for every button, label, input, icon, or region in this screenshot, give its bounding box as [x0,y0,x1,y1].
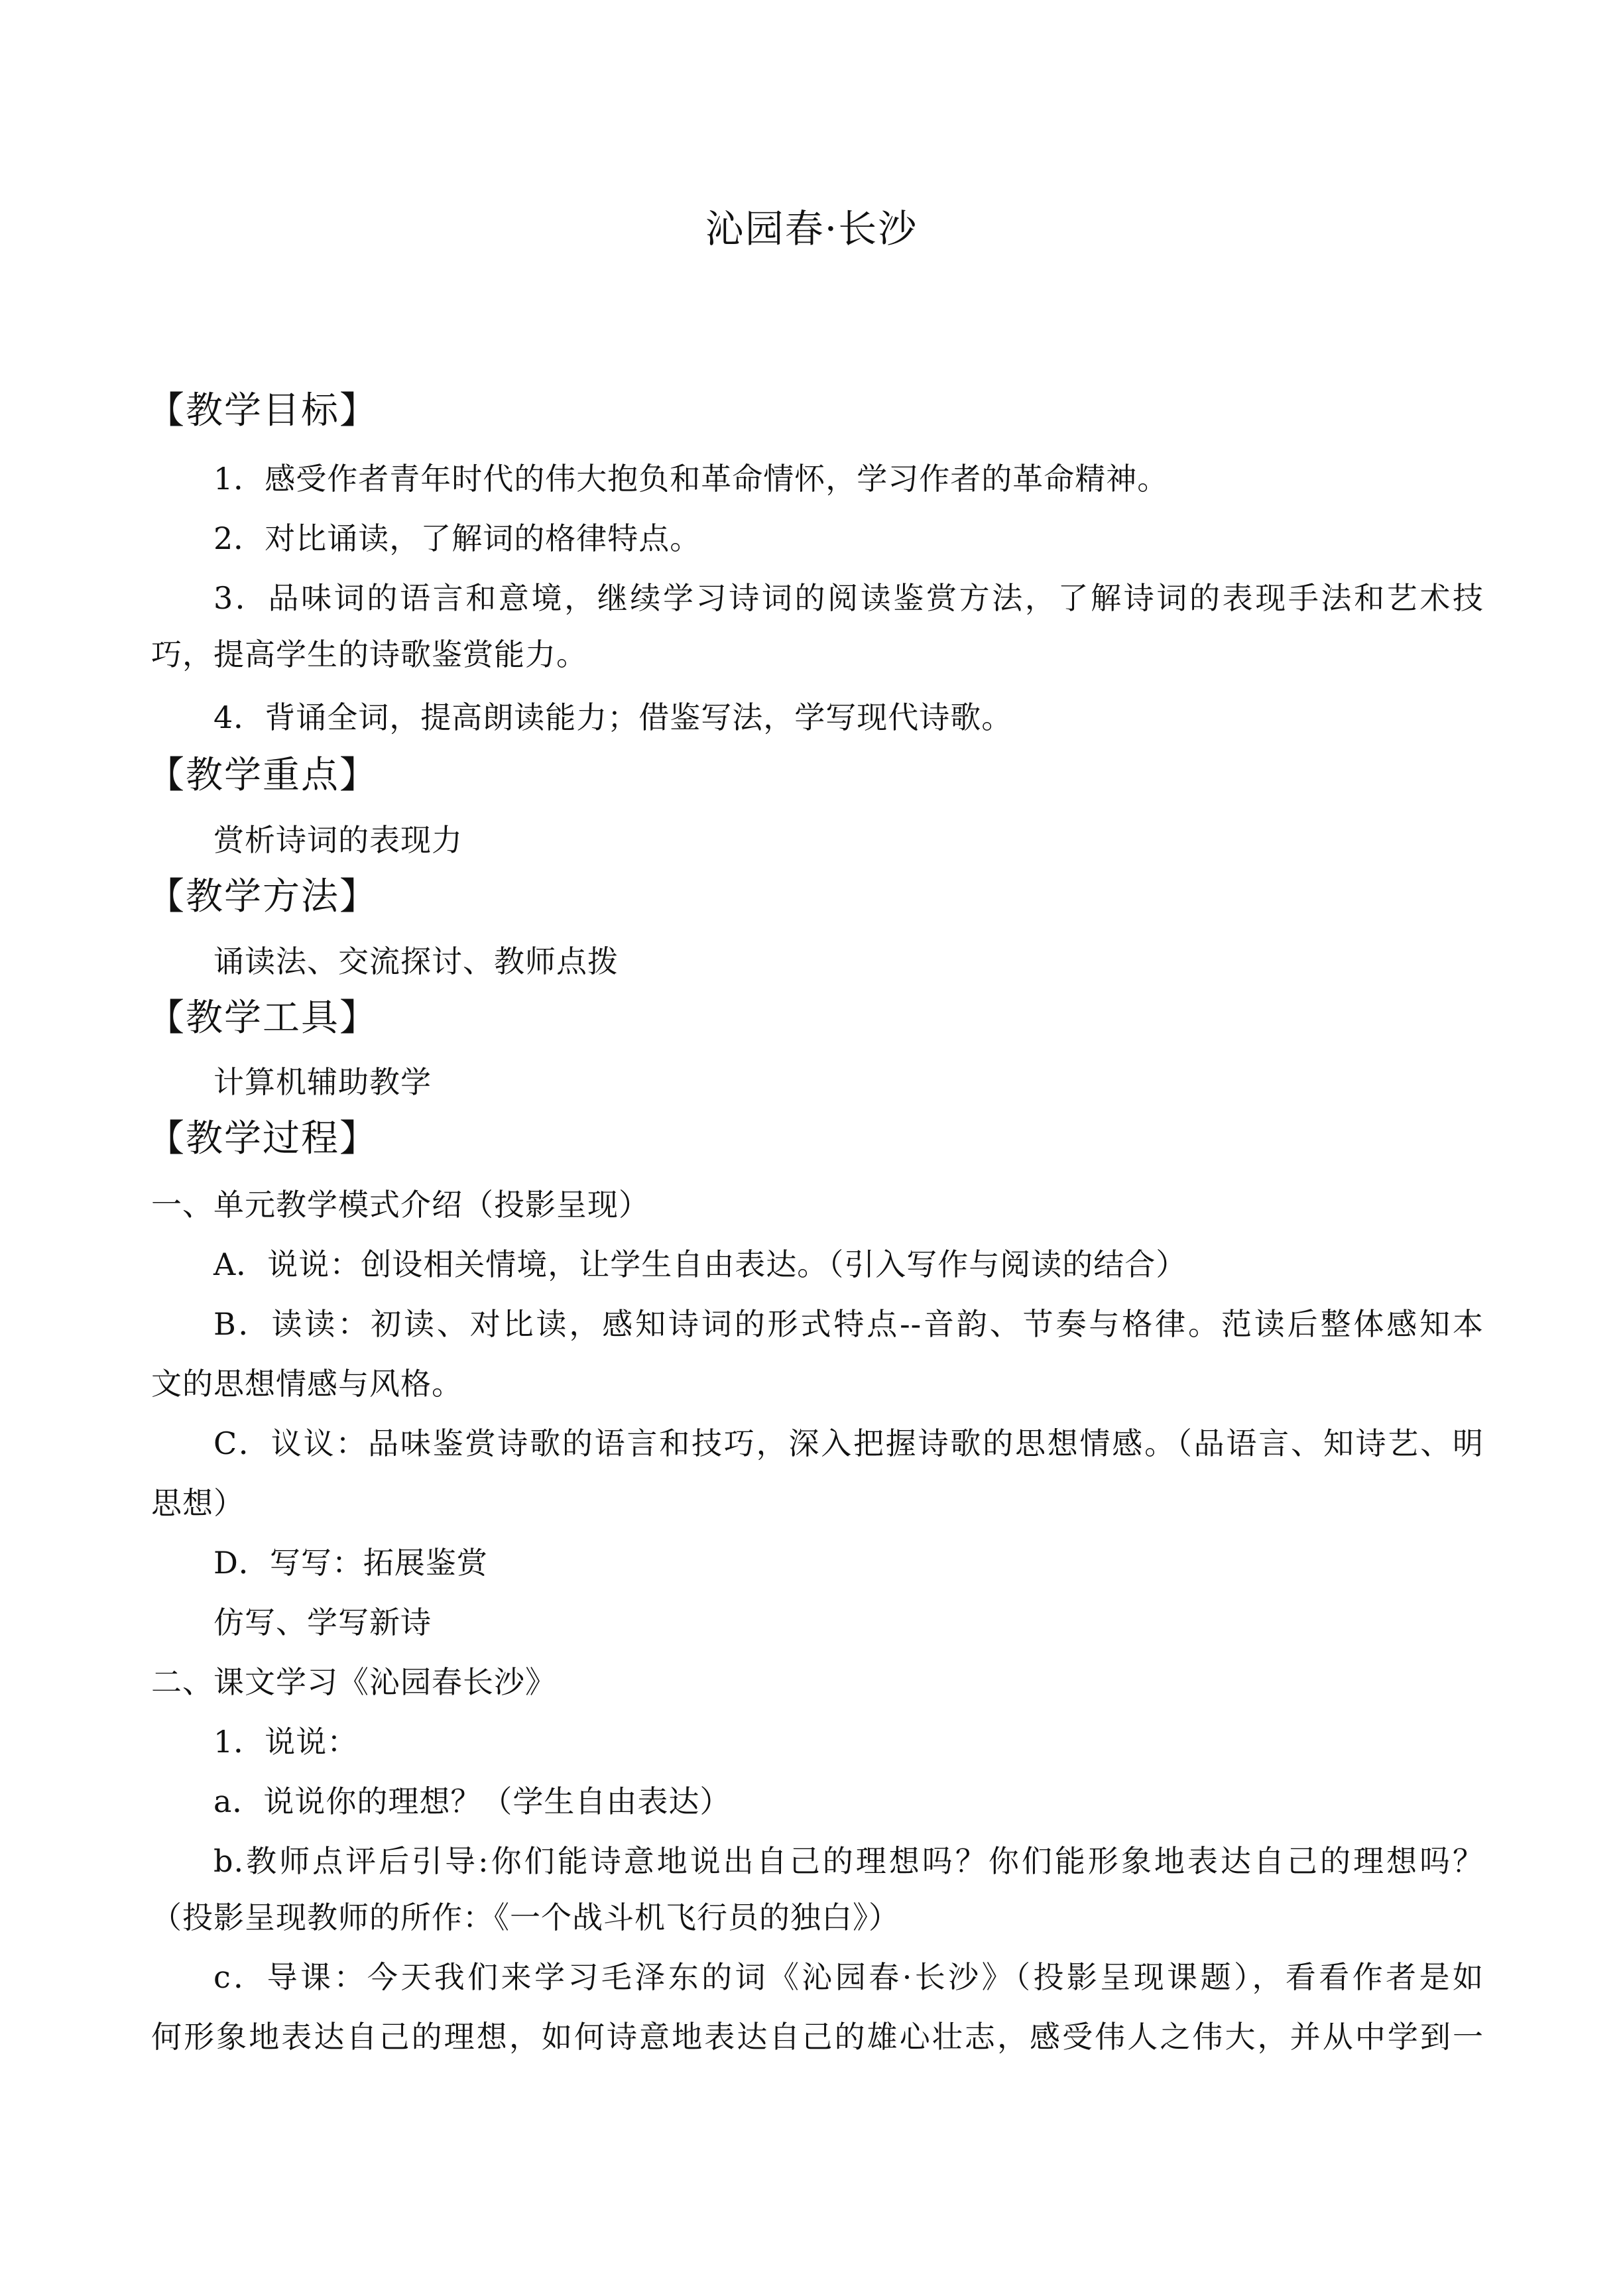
process-part2-title: 二、课文学习《沁园春长沙》 [151,1664,556,1700]
process-part1-a: A．说说：创设相关情境，让学生自由表达。（引入写作与阅读的结合） [213,1246,1187,1282]
process-part2-c: c．导课：今天我们来学习毛泽东的词《沁园春·长沙》（投影呈现课题），看看作者是如 [213,1959,1484,1995]
process-part2-c-cont: 何形象地表达自己的理想，如何诗意地表达自己的雄心壮志，感受伟人之伟大，并从中学到一 [151,2019,1484,2055]
process-part2-b: b.教师点评后引导:你们能诗意地说出自己的理想吗？你们能形象地表达自己的理想吗？ [213,1843,1484,1879]
heading-tools: 【教学工具】 [147,997,378,1040]
process-part1-c: C．议议：品味鉴赏诗歌的语言和技巧，深入把握诗歌的思想情感。（品语言、知诗艺、明 [213,1425,1484,1461]
heading-focus: 【教学重点】 [147,754,378,797]
heading-process: 【教学过程】 [147,1117,378,1160]
process-part1-title: 一、单元教学模式介绍（投影呈现） [151,1187,650,1223]
process-part1-d: D．写写：拓展鉴赏 [213,1545,488,1581]
focus-text: 赏析诗词的表现力 [213,822,463,858]
heading-method: 【教学方法】 [147,875,378,918]
process-part1-c-cont: 思想） [151,1485,245,1521]
goal-item-2: 2．对比诵读，了解词的格律特点。 [213,520,701,556]
tools-text: 计算机辅助教学 [213,1064,432,1100]
goal-item-3: 3．品味词的语言和意境，继续学习诗词的阅读鉴赏方法，了解诗词的表现手法和艺术技 [213,580,1484,616]
goal-item-4: 4．背诵全词，提高朗读能力；借鉴写法，学写现代诗歌。 [213,699,1013,735]
method-text: 诵读法、交流探讨、教师点拨 [213,943,619,979]
process-part1-b-cont: 文的思想情感与风格。 [151,1366,463,1402]
process-part1-b: B．读读：初读、对比读，感知诗词的形式特点--音韵、节奏与格律。范读后整体感知本 [213,1306,1484,1342]
goal-item-3-cont: 巧，提高学生的诗歌鉴赏能力。 [151,636,587,672]
process-part1-d2: 仿写、学写新诗 [213,1604,432,1640]
process-part2-b-cont: （投影呈现教师的所作：《一个战斗机飞行员的独白》） [151,1900,900,1935]
heading-goals: 【教学目标】 [147,389,378,432]
process-part2-a: a．说说你的理想？（学生自由表达） [213,1783,731,1819]
process-part2-s1: 1．说说： [213,1724,359,1760]
page-title: 沁园春·长沙 [705,206,918,251]
goal-item-1: 1．感受作者青年时代的伟大抱负和革命情怀，学习作者的革命精神。 [213,461,1169,497]
